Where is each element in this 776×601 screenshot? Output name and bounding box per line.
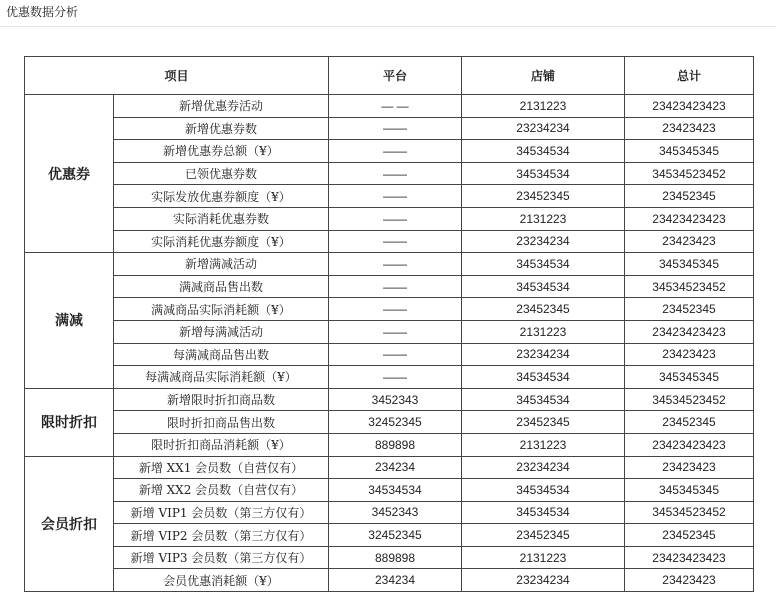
total-cell: 23452345 (625, 411, 754, 434)
table-row (25, 162, 754, 185)
total-cell: 23423423 (625, 343, 754, 366)
store-cell: 2131223 (462, 320, 625, 343)
store-cell: 2131223 (462, 433, 625, 456)
total-cell: 23423423423 (625, 546, 754, 569)
store-cell: 2131223 (462, 207, 625, 230)
table-row (25, 320, 754, 343)
total-cell: 23423423 (625, 456, 754, 479)
item-cell: 新增优惠券总额（¥） (114, 140, 329, 163)
table-row (25, 388, 754, 411)
item-cell: 限时折扣商品消耗额（¥） (114, 433, 329, 456)
platform-cell: —— (329, 253, 462, 276)
table-row (25, 479, 754, 502)
total-cell: 23423423423 (625, 207, 754, 230)
item-cell: 新增 VIP2 会员数（第三方仅有） (114, 524, 329, 547)
table-row (25, 140, 754, 163)
table-header-row (25, 57, 754, 95)
total-cell: 345345345 (625, 253, 754, 276)
total-cell: 23452345 (625, 524, 754, 547)
total-cell: 23423423 (625, 230, 754, 253)
item-cell: 新增 XX1 会员数（自营仅有） (114, 456, 329, 479)
platform-cell: —— (329, 207, 462, 230)
platform-cell: —— (329, 140, 462, 163)
page-title: 优惠数据分析 (6, 5, 79, 19)
item-cell: 新增每满减活动 (114, 320, 329, 343)
platform-cell: —— (329, 320, 462, 343)
header-item: 项目 (25, 57, 329, 95)
total-cell: 345345345 (625, 479, 754, 502)
platform-cell: 234234 (329, 569, 462, 592)
table-row (25, 95, 754, 118)
table-row (25, 253, 754, 276)
total-cell: 23423423423 (625, 433, 754, 456)
table-row (25, 343, 754, 366)
item-cell: 新增满减活动 (114, 253, 329, 276)
table-row (25, 117, 754, 140)
platform-cell: 889898 (329, 433, 462, 456)
store-cell: 23452345 (462, 298, 625, 321)
platform-cell: —— (329, 343, 462, 366)
platform-cell: 3452343 (329, 501, 462, 524)
item-cell: 每满减商品实际消耗额（¥） (114, 366, 329, 389)
platform-cell: —— (329, 366, 462, 389)
table-row (25, 207, 754, 230)
item-cell: 新增 VIP1 会员数（第三方仅有） (114, 501, 329, 524)
platform-cell: —— (329, 162, 462, 185)
header-platform: 平台 (329, 57, 462, 95)
item-cell: 已领优惠券数 (114, 162, 329, 185)
total-cell: 345345345 (625, 140, 754, 163)
group-label: 限时折扣 (25, 388, 114, 456)
table-row (25, 230, 754, 253)
platform-cell: 32452345 (329, 524, 462, 547)
total-cell: 345345345 (625, 366, 754, 389)
store-cell: 34534534 (462, 253, 625, 276)
item-cell: 满减商品售出数 (114, 275, 329, 298)
group-label: 优惠券 (25, 95, 114, 253)
group-label: 满减 (25, 253, 114, 389)
table-row (25, 524, 754, 547)
table-body (25, 95, 754, 592)
header-total: 总计 (625, 57, 754, 95)
table-row (25, 433, 754, 456)
item-cell: 实际消耗优惠券数 (114, 207, 329, 230)
store-cell: 34534534 (462, 388, 625, 411)
table-row (25, 411, 754, 434)
store-cell: 34534534 (462, 275, 625, 298)
platform-cell: 34534534 (329, 479, 462, 502)
table-row (25, 185, 754, 208)
platform-cell: —— (329, 275, 462, 298)
table-row (25, 569, 754, 592)
platform-cell: 32452345 (329, 411, 462, 434)
store-cell: 23234234 (462, 117, 625, 140)
store-cell: 2131223 (462, 546, 625, 569)
store-cell: 34534534 (462, 501, 625, 524)
discount-data-table (24, 56, 754, 592)
total-cell: 23423423 (625, 569, 754, 592)
item-cell: 实际消耗优惠券额度（¥） (114, 230, 329, 253)
table-row (25, 366, 754, 389)
store-cell: 23452345 (462, 524, 625, 547)
total-cell: 23423423423 (625, 95, 754, 118)
store-cell: 34534534 (462, 162, 625, 185)
table-row (25, 456, 754, 479)
platform-cell: —— (329, 230, 462, 253)
store-cell: 23452345 (462, 411, 625, 434)
platform-cell: 234234 (329, 456, 462, 479)
store-cell: 23234234 (462, 569, 625, 592)
item-cell: 实际发放优惠券额度（¥） (114, 185, 329, 208)
item-cell: 新增优惠券数 (114, 117, 329, 140)
total-cell: 23452345 (625, 185, 754, 208)
total-cell: 23452345 (625, 298, 754, 321)
table-row (25, 501, 754, 524)
store-cell: 23234234 (462, 343, 625, 366)
store-cell: 23234234 (462, 456, 625, 479)
platform-cell: 3452343 (329, 388, 462, 411)
total-cell: 34534523452 (625, 388, 754, 411)
item-cell: 会员优惠消耗额（¥） (114, 569, 329, 592)
platform-cell: 889898 (329, 546, 462, 569)
platform-cell: —— (329, 185, 462, 208)
item-cell: 满减商品实际消耗额（¥） (114, 298, 329, 321)
item-cell: 新增 VIP3 会员数（第三方仅有） (114, 546, 329, 569)
platform-cell: —— (329, 117, 462, 140)
store-cell: 34534534 (462, 479, 625, 502)
store-cell: 34534534 (462, 366, 625, 389)
item-cell: 新增 XX2 会员数（自营仅有） (114, 479, 329, 502)
total-cell: 34534523452 (625, 162, 754, 185)
header-store: 店铺 (462, 57, 625, 95)
store-cell: 23452345 (462, 185, 625, 208)
table-row (25, 546, 754, 569)
item-cell: 每满减商品售出数 (114, 343, 329, 366)
item-cell: 限时折扣商品售出数 (114, 411, 329, 434)
platform-cell: — — (329, 95, 462, 118)
total-cell: 34534523452 (625, 501, 754, 524)
total-cell: 23423423 (625, 117, 754, 140)
item-cell: 新增优惠券活动 (114, 95, 329, 118)
total-cell: 23423423423 (625, 320, 754, 343)
title-divider (0, 26, 776, 27)
total-cell: 34534523452 (625, 275, 754, 298)
item-cell: 新增限时折扣商品数 (114, 388, 329, 411)
table-row (25, 275, 754, 298)
store-cell: 34534534 (462, 140, 625, 163)
store-cell: 23234234 (462, 230, 625, 253)
group-label: 会员折扣 (25, 456, 114, 592)
platform-cell: —— (329, 298, 462, 321)
table-row (25, 298, 754, 321)
store-cell: 2131223 (462, 95, 625, 118)
